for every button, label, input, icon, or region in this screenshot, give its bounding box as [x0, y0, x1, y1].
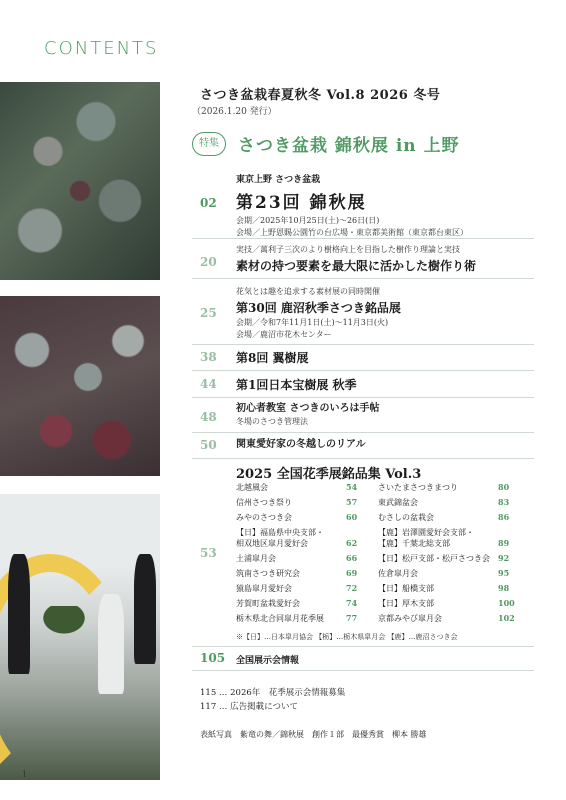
entry-page-number: 48	[200, 410, 217, 424]
cover-credit: 表紙写真 紫竜の舞／錦秋展 創作１部 最優秀賞 柳本 勝雄	[200, 730, 427, 739]
list-item-page: 74	[346, 598, 358, 608]
list-item-page: 80	[498, 482, 510, 492]
entry-page-number: 105	[200, 651, 226, 665]
entry-page-number: 38	[200, 350, 217, 364]
entry-detail: 会場／上野恩賜公園竹の台広場・東京都美術館（東京都台東区）	[236, 228, 468, 237]
list-item-page: 92	[498, 553, 510, 563]
azalea-leaves-photo	[0, 296, 160, 476]
divider	[192, 344, 534, 345]
list-item[interactable]: みやのさつき会	[236, 513, 292, 522]
list-item[interactable]: 佐倉皐月会	[378, 569, 418, 578]
feature-badge: 特集	[192, 132, 226, 156]
list-item-page: 77	[346, 613, 358, 623]
entry-title[interactable]: 関東愛好家の冬越しのリアル	[236, 439, 366, 450]
list-item[interactable]: 芳賀町盆栽愛好会	[236, 599, 300, 608]
entry-detail: 会場／鹿沼市花木センター	[236, 330, 332, 339]
list-item-page: 83	[498, 497, 510, 507]
entry-title[interactable]: 第8回 翼樹展	[236, 351, 309, 365]
entry-detail: 会期／令和7年11月1日(土)〜11月3日(火)	[236, 318, 389, 327]
list-item[interactable]: 筑南さつき研究会	[236, 569, 300, 578]
list-item-page: 89	[498, 538, 510, 548]
divider	[192, 370, 534, 371]
entry-block[interactable]	[236, 172, 536, 239]
list-item-page: 72	[346, 583, 358, 593]
list-item[interactable]: 猿島皐月愛好会	[236, 584, 292, 593]
entry-detail: 冬場のさつき管理法	[236, 417, 308, 426]
entry-title: 第30回 鹿沼秋季さつき銘品展	[236, 301, 401, 315]
visitor-figure	[8, 554, 30, 674]
list-item-page: 54	[346, 482, 358, 492]
contents-heading: CONTENTS	[44, 38, 159, 59]
divider	[192, 278, 534, 279]
catalog-page-number: 53	[200, 546, 217, 560]
divider	[192, 670, 534, 671]
list-item-page: 102	[498, 613, 515, 623]
list-item[interactable]: むさしの盆栽会	[378, 513, 434, 522]
magazine-title: さつき盆栽春夏秋冬 Vol.8 2026 冬号	[200, 88, 441, 103]
divider	[192, 432, 534, 433]
entry-block[interactable]	[236, 286, 536, 341]
feature-title: さつき盆栽 錦秋展 in 上野	[238, 136, 460, 156]
visitor-figure	[134, 554, 156, 664]
entry-title: 第23回 錦秋展	[236, 193, 367, 213]
list-item-page: 66	[346, 553, 358, 563]
list-item[interactable]: 土浦皐月会	[236, 554, 276, 563]
list-item[interactable]: 京都みやび皐月会	[378, 614, 442, 623]
list-item-page: 100	[498, 598, 515, 608]
list-item[interactable]: 【鹿】千葉北総支部	[378, 539, 450, 548]
azalea-frost-photo	[0, 82, 160, 280]
entry-page-number: 50	[200, 438, 217, 452]
entry-page-number: 02	[200, 196, 217, 210]
entry-page-number: 20	[200, 255, 217, 269]
page-number: 1	[22, 770, 28, 779]
divider	[192, 458, 534, 459]
exhibition-venue-photo	[0, 494, 160, 780]
list-item[interactable]: 相双地区皐月愛好会	[236, 539, 308, 548]
entry-page-number: 44	[200, 377, 217, 391]
bonsai-tree	[40, 606, 88, 636]
list-item-page: 95	[498, 568, 510, 578]
list-item[interactable]: 【鹿】岩澤園愛好会支部・	[378, 528, 474, 537]
entry-page-number: 25	[200, 306, 217, 320]
visitor-figure	[98, 594, 124, 694]
list-item-page: 98	[498, 583, 510, 593]
divider	[192, 646, 534, 647]
catalog-list	[236, 482, 536, 647]
list-item-page: 62	[346, 538, 358, 548]
list-item-page: 60	[346, 512, 358, 522]
divider	[192, 238, 534, 239]
entry-detail: 会期／2025年10月25日(土)〜26日(日)	[236, 216, 380, 225]
list-item[interactable]: 信州さつき祭り	[236, 498, 292, 507]
footer-item[interactable]: 115 … 2026年 花季展示会情報募集	[200, 688, 346, 698]
list-item-page: 69	[346, 568, 358, 578]
entry-block[interactable]	[236, 244, 536, 274]
list-item[interactable]: 【日】厚木支部	[378, 599, 434, 608]
entry-title[interactable]: 第1回日本宝樹展 秋季	[236, 378, 357, 392]
list-item-page: 86	[498, 512, 510, 522]
entry-title: 素材の持つ要素を最大限に活かした樹作り術	[236, 259, 477, 273]
footer-item[interactable]: 117 … 広告掲載について	[200, 702, 298, 712]
entry-kicker: 花気とは趣を追求する素材展の同時開催	[236, 287, 380, 296]
exhibition-info-link[interactable]: 全国展示会情報	[236, 656, 300, 666]
list-item[interactable]: 北越風会	[236, 483, 268, 492]
list-item[interactable]: さいたまさつきまつり	[378, 483, 458, 492]
entry-block[interactable]	[236, 402, 536, 428]
divider	[192, 397, 534, 398]
list-item[interactable]: 【日】船橋支部	[378, 584, 434, 593]
list-item[interactable]: 栃木県北合同皐月花季展	[236, 614, 324, 623]
list-item-page: 57	[346, 497, 358, 507]
entry-kicker: 東京上野 さつき盆栽	[236, 175, 321, 185]
legend-note: ※【日】…日本皐月協会 【栃】…栃木県皐月会 【鹿】…鹿沼さつき会	[236, 633, 458, 641]
list-item[interactable]: 【日】福島県中央支部・	[236, 528, 324, 537]
entry-title: 初心者教室 さつきのいろは手帖	[236, 403, 380, 414]
entry-kicker: 実技／萬利子三次のより樹格向上を目指した樹作り理論と実技	[236, 245, 460, 254]
list-item[interactable]: 【日】松戸支部・松戸さつき会	[378, 554, 490, 563]
catalog-title[interactable]: 2025 全国花季展銘品集 Vol.3	[236, 467, 422, 482]
list-item[interactable]: 東武錦盆会	[378, 498, 418, 507]
issue-date: （2026.1.20 発行）	[192, 107, 277, 117]
